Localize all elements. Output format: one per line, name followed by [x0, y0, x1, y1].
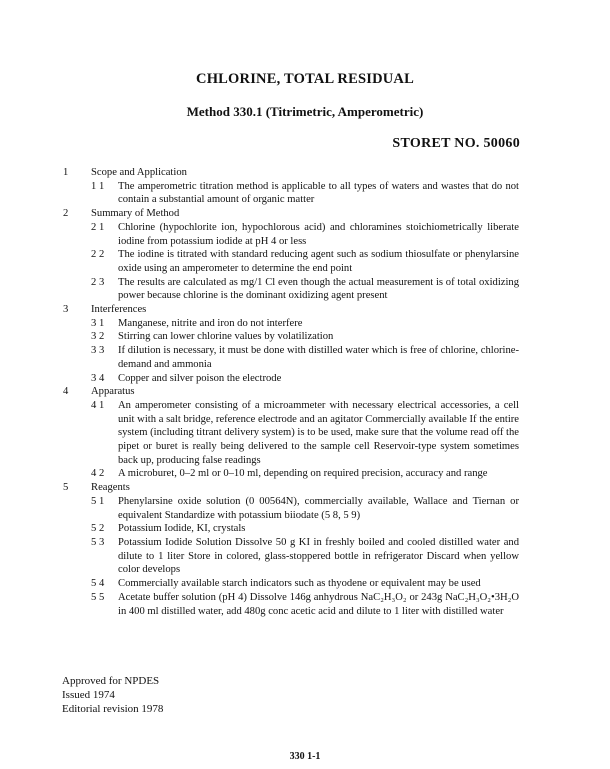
item-number: 2 3	[91, 276, 105, 288]
item-text: Potassium Iodide Solution Dissolve 50 g KI in freshly boiled and cooled distilled water and dilute to 1 liter Store in colored, glass-stoppered bottle in refrigerator Discard when yellow color develops	[118, 536, 519, 576]
document-body	[63, 166, 519, 618]
method-subtitle: Method 330.1 (Titrimetric, Amperometric)	[186, 104, 424, 119]
item-text: A microburet, 0–2 ml or 0–10 ml, depending on required precision, accuracy and range	[118, 468, 488, 480]
section-item	[63, 180, 519, 207]
section-number: 4	[63, 386, 69, 398]
approved-note: Approved for NPDES	[62, 675, 160, 687]
item-text: The amperometric titration method is applicable to all types of waters and wastes that do not contain a substantial amount of organic matter	[118, 180, 519, 206]
section-heading	[63, 481, 519, 495]
item-number: 4 2	[91, 468, 105, 480]
section-number: 1	[63, 167, 69, 178]
item-number: 5 2	[91, 523, 105, 535]
section-item	[63, 577, 519, 591]
section-heading	[63, 166, 519, 180]
item-number: 3 1	[91, 317, 105, 329]
item-text: Manganese, nitrite and iron do not interfere	[118, 317, 303, 329]
item-text: The results are calculated as mg/1 Cl even though the actual measurement is of total oxidizing power because chlorine is the dominant oxidizing agent present	[118, 276, 519, 302]
item-number: 5 1	[91, 495, 105, 507]
item-text: Commercially available starch indicators such as thyodene or equivalent may be used	[118, 578, 481, 590]
section-item	[63, 248, 519, 275]
item-number: 2 1	[91, 221, 105, 233]
item-text: Phenylarsine oxide solution (0 00564N), commercially available, Wallace and Tiernan or equivalent Standardize with potassium biiodate (5 8, 5 9)	[118, 495, 519, 521]
item-number: 5 3	[91, 536, 105, 548]
revision-note: Editorial revision 1978	[62, 703, 164, 715]
section-item	[63, 372, 519, 386]
item-text: The iodine is titrated with standard reducing agent such as sodium thiosulfate or phenylarsine oxide using an amperometer to determine the end point	[118, 249, 519, 274]
section-item	[63, 536, 519, 577]
section-item	[63, 467, 519, 481]
section-item	[63, 276, 519, 303]
item-number: 2 2	[91, 249, 105, 261]
section-title: Apparatus	[91, 386, 135, 398]
storet-number: STORET NO. 50060	[392, 136, 520, 151]
section-item	[63, 221, 519, 248]
section-number: 3	[63, 304, 69, 316]
page-number: 330 1-1	[289, 751, 321, 762]
section-item	[63, 495, 519, 522]
section-item	[63, 591, 519, 618]
item-number: 1 1	[91, 180, 105, 192]
item-text: Copper and silver poison the electrode	[118, 372, 282, 384]
item-number: 5 5	[91, 591, 105, 603]
section-title: Scope and Application	[91, 167, 187, 178]
footer-notes	[62, 674, 163, 716]
item-text: Stirring can lower chlorine values by volatilization	[118, 331, 334, 343]
item-number: 3 3	[91, 345, 105, 357]
item-text: Potassium Iodide, KI, crystals	[118, 523, 246, 535]
section-title: Summary of Method	[91, 208, 180, 220]
item-text: Acetate buffer solution (pH 4) Dissolve 146g anhydrous NaC₂H₃O₂ or 243g NaC₂H₃O₂•3H₂O in 400 ml distilled water, add 480g conc acetic acid and dilute to 1 liter with distilled water	[118, 591, 519, 617]
item-text: Chlorine (hypochlorite ion, hypochlorous acid) and chloramines stoichiometrically liberate iodine from potassium iodide at pH 4 or less	[118, 221, 519, 247]
item-number: 3 2	[91, 331, 105, 343]
document-title: CHLORINE, TOTAL RESIDUAL	[196, 71, 414, 87]
section-heading	[63, 303, 519, 317]
section-item	[63, 317, 519, 331]
item-number: 4 1	[91, 399, 105, 411]
section-item	[63, 330, 519, 344]
section-item	[63, 522, 519, 536]
item-text: If dilution is necessary, it must be done with distilled water which is free of chlorine, chlorine-demand and ammonia	[118, 345, 519, 370]
section-heading	[63, 385, 519, 399]
item-text: An amperometer consisting of a microammeter with necessary electrical accessories, a cell unit with a salt bridge, reference electrode and an agitator Commercially available If the entire system (including titrant delivery system) is to be used, make sure that the volume read off the pipet or buret is really being delivered to the sample cell Reservoir-type system sometimes back up, producing false readings	[118, 399, 519, 466]
section-number: 2	[63, 208, 69, 220]
item-number: 3 4	[91, 372, 105, 384]
section-number: 5	[63, 482, 69, 494]
section-heading	[63, 207, 519, 221]
issued-note: Issued 1974	[62, 689, 115, 701]
item-number: 5 4	[91, 578, 105, 590]
section-title: Reagents	[91, 482, 130, 494]
section-item	[63, 399, 519, 468]
section-item	[63, 344, 519, 371]
section-title: Interferences	[91, 304, 147, 316]
